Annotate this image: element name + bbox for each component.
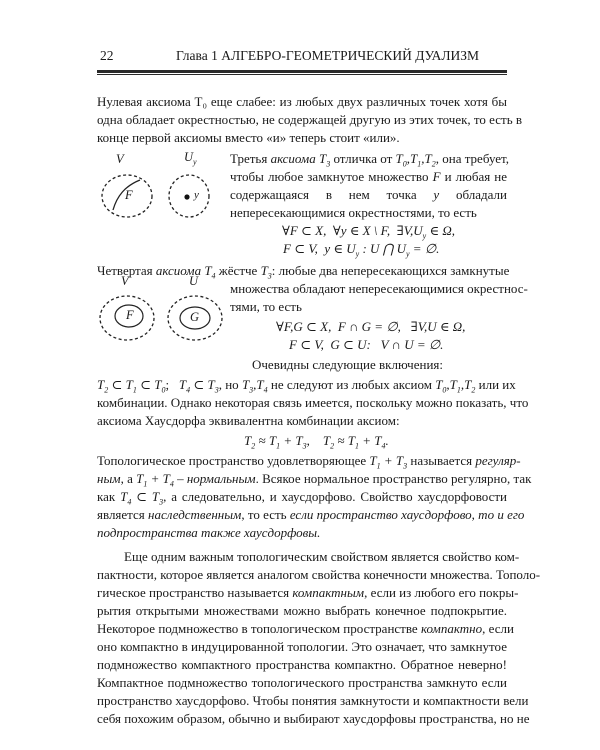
para-t3-line-1: Третья аксиома $T_3$ отличка от $T_0,T_1,T_2$, она требует, [230,151,509,169]
para-compact-line-1: Еще одним важным топологическим свойством является свойство ком- [124,549,520,564]
body-line-3: аксиома Хаусдорфа эквивалентна комбинации аксиом: [97,413,400,428]
para-compact-line-8: Компактное подмножество топологического пространства замкнуто если [97,675,507,690]
figure2-label-v: V [121,274,129,288]
para-regular-line-3: как $T_4$ ⊂ $T_3$, а следовательно, и хаусдорфово. Свойство хаусдорфовости [97,489,507,507]
header-rule-thick [97,70,507,73]
para-t0-line-3: конце первой аксиомы вместо «и» теперь стоит «или». [97,130,400,145]
para-compact-line-9: пространство хаусдорфово. Чтобы понятия замкнутости и компактности вели [97,693,529,708]
formula-t3-line-1: ∀F ⊂ X, ∀y ∈ X \ F, $\exists V,U_y$ ∈ Ω, [282,223,455,241]
para-regular-line-1: Топологическое пространство удовлетворяющее $T_1 + T_3$ называется регуляр- [97,453,521,471]
figure2-label-u: U [189,274,199,288]
page-number: 22 [100,48,114,63]
formula-hausdorff: $T_2 \approx T_1 + T_3$, $T_2 \approx T_1 + T_4$. [244,433,389,451]
para-t3-line-3: содержащаяся в нем точка y обладали [230,187,507,202]
para-t0-line-1: Нулевая аксиома T₀ еще слабее: из любых двух различных точек хотя бы [97,94,507,109]
para-t4-line-1: Четвертая аксиома $T_4$ жёстче $T_3$: любые два непересекающихся замкнутые [97,263,510,281]
formula-t4-line-1: ∀F,G ⊂ X, F ∩ G = ∅, ∃V,U ∈ Ω, [276,319,466,334]
chapter-title: Глава 1 АЛГЕБРО-ГЕОМЕТРИЧЕСКИЙ ДУАЛИЗМ [176,48,480,63]
figure1-label-y: y [194,189,199,201]
para-compact-line-4: рытия открытыми множествами можно выбрать конечное подпокрытие. [97,603,507,618]
para-compact-line-2: пактности, которое является аналогом свойства конечности множества. Тополо- [97,567,541,582]
para-t4-line-2: множества обладают непересекающимися окрестнос- [230,281,528,296]
formula-t4-line-2: F ⊂ V, G ⊂ U: V ∩ U = ∅. [289,337,444,352]
figure2-label-g: G [190,310,200,324]
para-regular-line-4: является наследственным, то есть если пространство хаусдорфово, то и его [97,507,525,522]
figure1-label-v: V [116,152,124,166]
para-compact-line-10: себя похожим образом, обычно и выбирают хаусдорфовы пространства, но не [97,711,530,726]
para-compact-line-7: подмножество компактного пространства компактно. Обратное неверно! [97,657,507,672]
figure2-label-f: F [126,308,134,322]
para-t0-line-2: одна обладает окрестностью, не содержащей другую из этих точек, то есть в [97,112,523,127]
header-rule-thin [97,74,507,75]
point-y-dot [184,194,189,199]
para-regular-line-2: ным, а $T_1 + T_4$ – нормальным. Всякое нормальное пространство регулярно, так [97,471,532,489]
para-t3-line-2: чтобы любое замкнутое множество F и любая не [230,169,507,184]
formula-t3-line-2: F ⊂ V, y ∈ $U_y$ : U ⋂ $U_y$ = ∅. [283,241,440,259]
para-compact-line-6: оно компактно в индуцированной топологии. Это означает, что замкнутое [97,639,507,654]
para-t3-line-4: непересекающимися окрестностями, то есть [230,205,477,220]
para-compact-line-3: гическое пространство называется компактным, если из любого его покры- [97,585,519,600]
para-regular-line-5: подпространства также хаусдорфовы. [97,525,321,540]
figure1-label-uy: $U_y$ [184,150,197,167]
para-t4-line-3: тями, то есть [230,299,302,314]
body-line-1: $T_2$ ⊂ $T_1$ ⊂ $T_0$; $T_4$ ⊂ $T_3$, но $T_3,T_4$ не следуют из любых аксиом $T_0,T_1,T_2$ или их [97,377,516,395]
para-compact-line-5: Некоторое подмножество в топологическом пространстве компактно, если [97,621,514,636]
figure1-label-f: F [125,188,133,202]
body-line-2: комбинации. Однако некоторая связь имеется, поскольку можно показать, что [97,395,529,410]
figure1-shapes [97,168,217,228]
inclusions-intro: Очевидны следующие включения: [252,357,443,372]
figure2-shapes [95,290,225,350]
